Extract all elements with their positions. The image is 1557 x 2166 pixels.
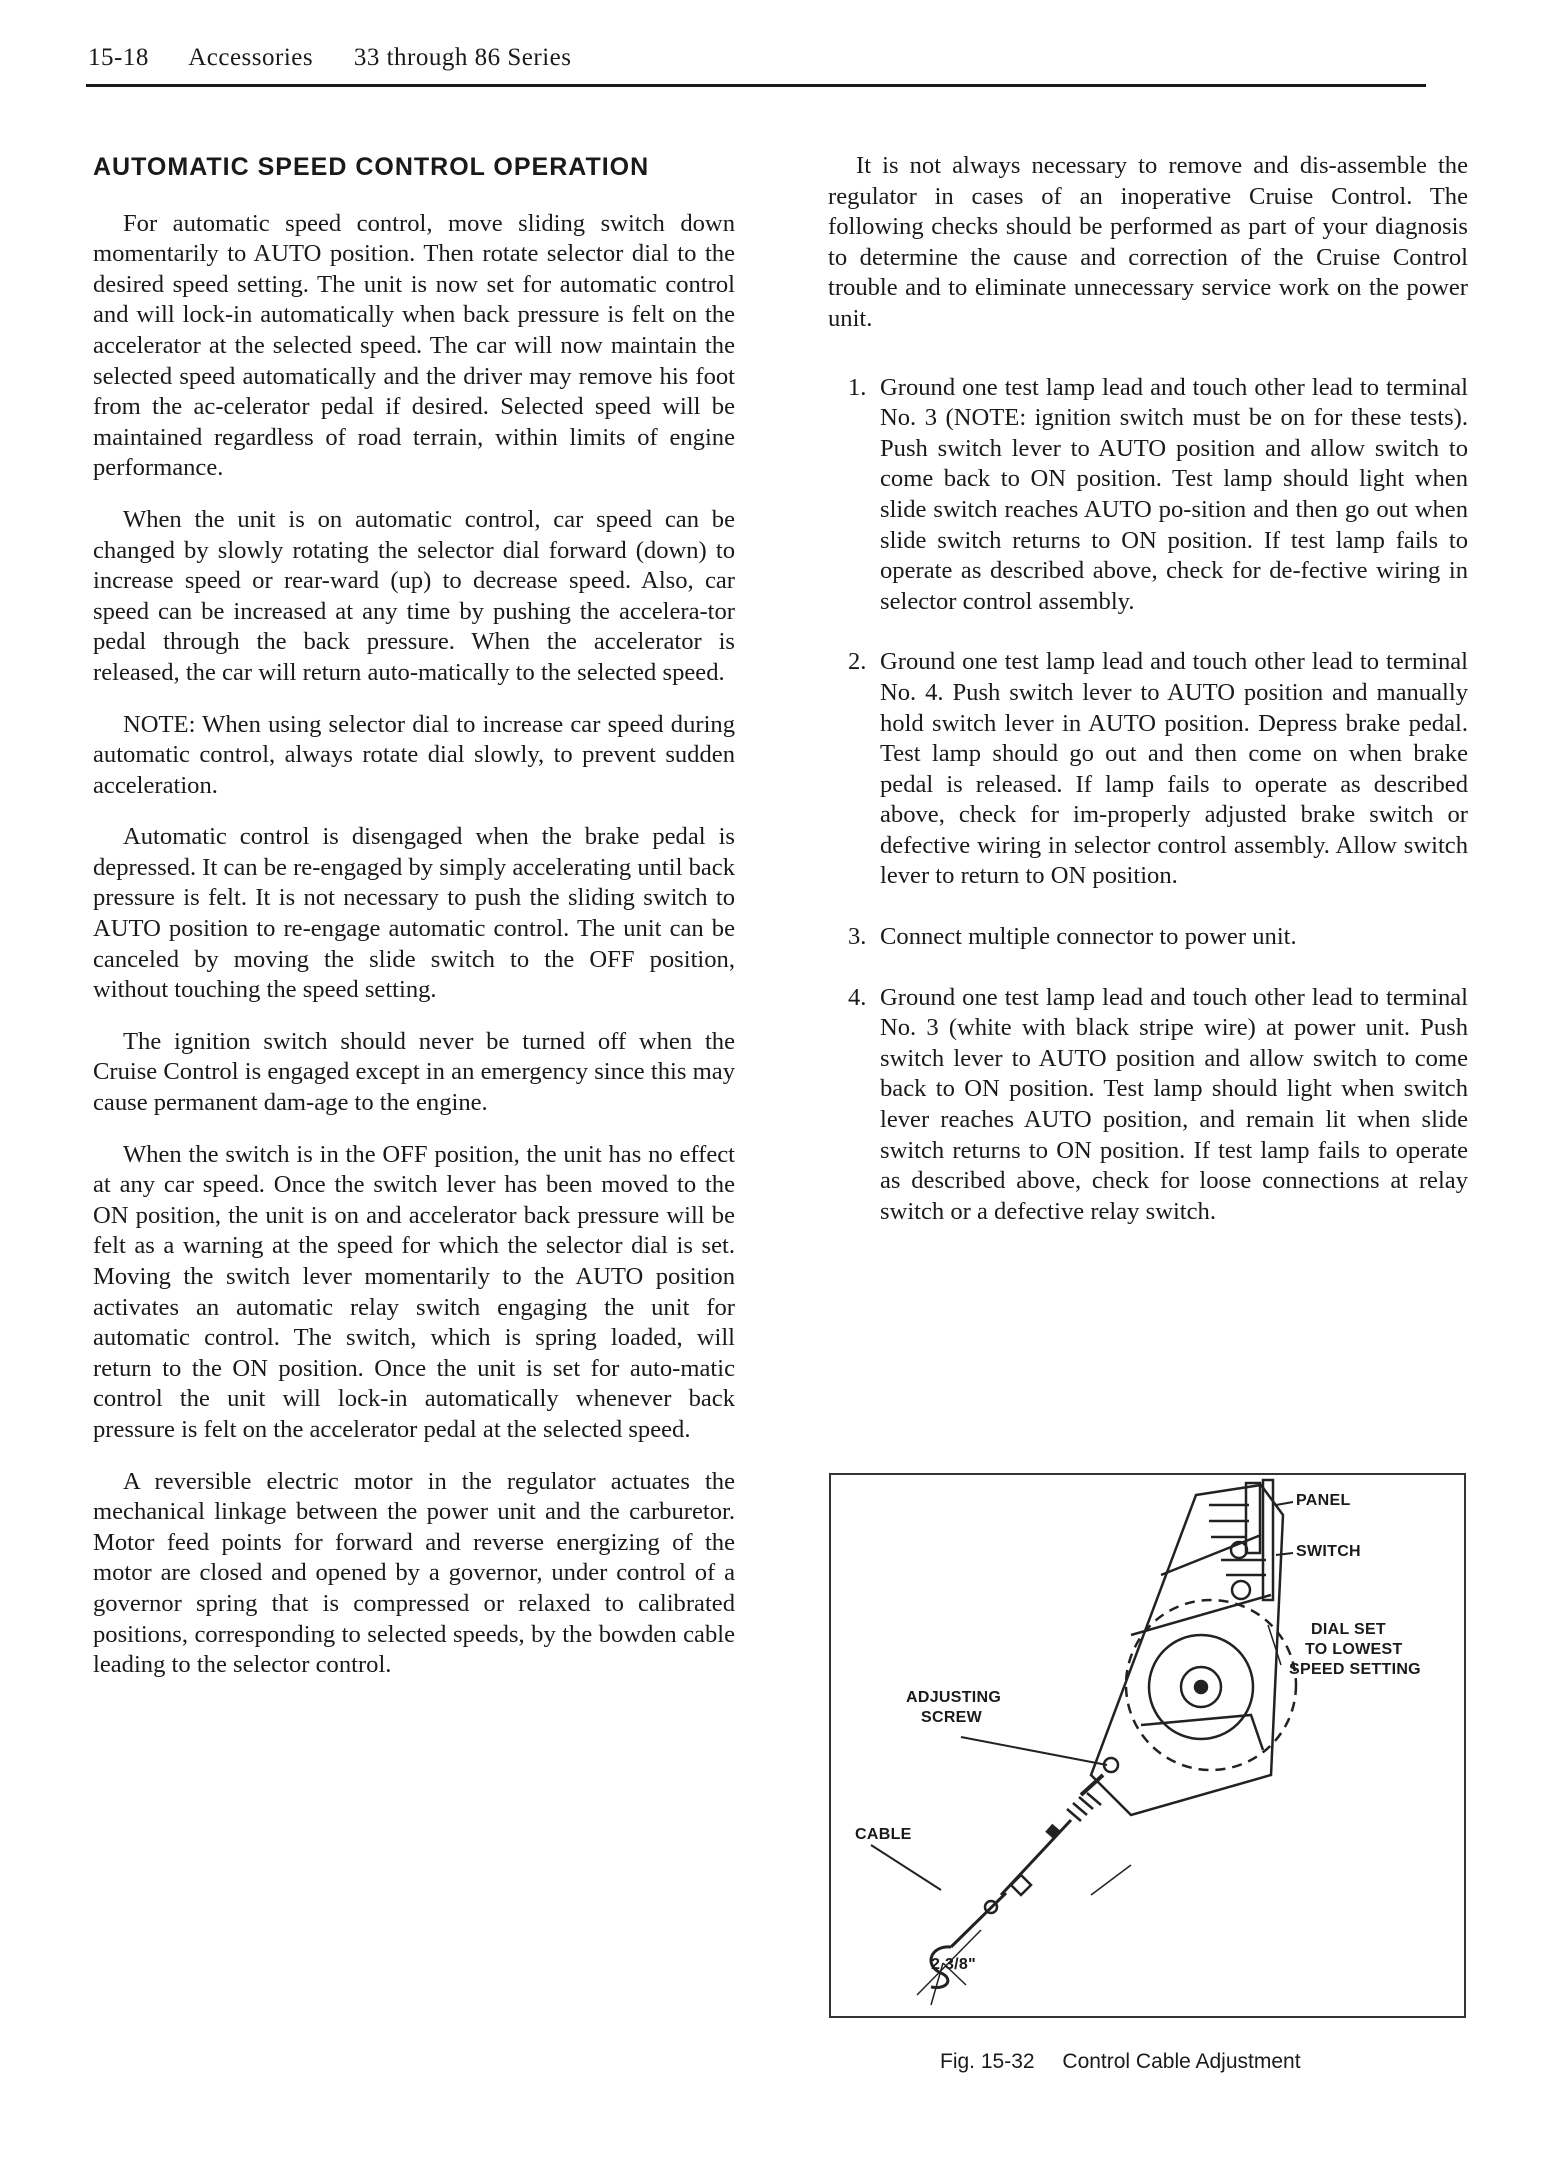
step-number: 1. xyxy=(848,373,867,401)
cable-label: CABLE xyxy=(855,1826,912,1843)
section-name: Accessories xyxy=(188,44,314,71)
left-column xyxy=(93,152,735,1702)
adjusting-screw-label-line1: ADJUSTING xyxy=(906,1689,1002,1706)
panel-label: PANEL xyxy=(1296,1492,1351,1509)
test-step xyxy=(828,983,1468,1228)
test-step xyxy=(828,922,1468,953)
step-text: Ground one test lamp lead and touch other lead to terminal No. 3 (NOTE: ignition switch must be on for these tests). Push switch lever to AUTO position and allow switch to come back to ON position. Test lamp should light when slide switch reaches AUTO po-sition and then go out when slide switch returns to ON position. If test lamp fails to operate as described above, check for de-fective wiring in selector control assembly. xyxy=(880,373,1468,615)
step-number: 3. xyxy=(848,923,867,951)
adjusting-screw-label-line2: SCREW xyxy=(921,1709,983,1726)
paragraph: The ignition switch should never be turned off when the Cruise Control is engaged except in an emergency since this may cause permanent dam-age to the engine. xyxy=(93,1027,735,1117)
step-text: Connect multiple connector to power unit. xyxy=(880,923,1297,951)
step-number: 2. xyxy=(848,648,867,676)
control-cable-illustration xyxy=(831,1475,1464,2016)
figure-caption xyxy=(940,2050,1323,2074)
page-number: 15-18 xyxy=(88,44,149,71)
dimension-label: 2 3/8" xyxy=(931,1956,976,1973)
page-header xyxy=(88,44,605,72)
right-column xyxy=(828,151,1468,1257)
step-text: Ground one test lamp lead and touch other lead to terminal No. 3 (white with black stripe wire) at power unit. Push switch lever to AUTO position and allow switch to come back to ON position. Test lamp should light when switch lever reaches AUTO position, and remain lit when slide switch returns to ON position. If test lamp fails to operate as described above, check for loose connections at relay switch or a defective relay switch. xyxy=(880,983,1468,1225)
paragraph: When the unit is on automatic control, car speed can be changed by slowly rotating the selector dial forward (down) to increase speed or rear-ward (up) to decrease speed. Also, car speed can be increased at any time by pushing the accelera-tor pedal through the back pressure. When the accelerator is released, the car will return auto-matically to the selected speed. xyxy=(93,505,735,686)
series-name: 33 through 86 Series xyxy=(353,44,572,71)
figure-number: Fig. 15-32 xyxy=(940,2050,1035,2073)
dial-label-line3: SPEED SETTING xyxy=(1289,1661,1421,1678)
control-cable-figure xyxy=(829,1473,1466,2018)
test-step xyxy=(828,373,1468,618)
step-text: Ground one test lamp lead and touch other lead to terminal No. 4. Push switch lever to AUTO position and manually hold switch lever in AUTO position. Depress brake pedal. Test lamp should go out and then come on when brake pedal is released. If lamp fails to operate as described above, check for im-properly adjusted brake switch or defective wiring in selector control assembly. Allow switch lever to return to ON position. xyxy=(880,648,1468,890)
dial-label-line2: TO LOWEST xyxy=(1305,1641,1403,1658)
dial-label-line1: DIAL SET xyxy=(1311,1621,1387,1638)
intro-paragraph: It is not always necessary to remove and dis-assemble the regulator in cases of an inoperative Cruise Control. The following checks should be performed as part of your diagnosis to determine the cause and correction of the Cruise Control trouble and to eliminate unnecessary service work on the power unit. xyxy=(828,152,1468,332)
test-steps xyxy=(828,373,1468,1228)
paragraph: For automatic speed control, move sliding switch down momentarily to AUTO position. Then rotate selector dial to the desired speed setting. The unit is now set for automatic control and will lock-in automatically when back pressure is felt on the accelerator at the selected speed. The car will now maintain the selected speed automatically and the driver may remove his foot from the ac-celerator pedal if desired. Selected speed will be maintained regardless of road terrain, within limits of engine performance. xyxy=(93,209,735,482)
switch-label: SWITCH xyxy=(1296,1543,1361,1560)
section-title: AUTOMATIC SPEED CONTROL OPERATION xyxy=(93,153,650,181)
paragraph: When the switch is in the OFF position, the unit has no effect at any car speed. Once the switch lever has been moved to the ON position, the unit is on and accelerator back pressure will be felt as a warning at the speed for which the selector dial is set. Moving the switch lever momentarily to the AUTO position activates an automatic relay switch engaging the unit for automatic control. The switch, which is spring loaded, will return to the ON position. Once the unit is set for auto-matic control the unit will lock-in automatically whenever back pressure is felt on the accelerator pedal at the selected speed. xyxy=(93,1140,735,1443)
paragraph: A reversible electric motor in the regulator actuates the mechanical linkage between the power unit and the carburetor. Motor feed points for forward and reverse energizing of the motor are closed and opened by a governor, under control of a governor spring that is compressed or relaxed to calibrated positions, corresponding to selected speeds, by the bowden cable leading to the selector control. xyxy=(93,1467,735,1679)
header-rule xyxy=(86,84,1426,87)
figure-title: Control Cable Adjustment xyxy=(1062,2050,1301,2073)
step-number: 4. xyxy=(848,983,867,1011)
paragraph: Automatic control is disengaged when the brake pedal is depressed. It can be re-engaged by simply accelerating until back pressure is felt. It is not necessary to push the sliding switch to AUTO position to re-engage automatic control. The unit can be canceled by moving the slide switch to the OFF position, without touching the speed setting. xyxy=(93,823,735,1004)
note-paragraph: NOTE: When using selector dial to increase car speed during automatic control, always rotate dial slowly, to prevent sudden acceleration. xyxy=(93,710,735,799)
test-step xyxy=(828,647,1468,892)
